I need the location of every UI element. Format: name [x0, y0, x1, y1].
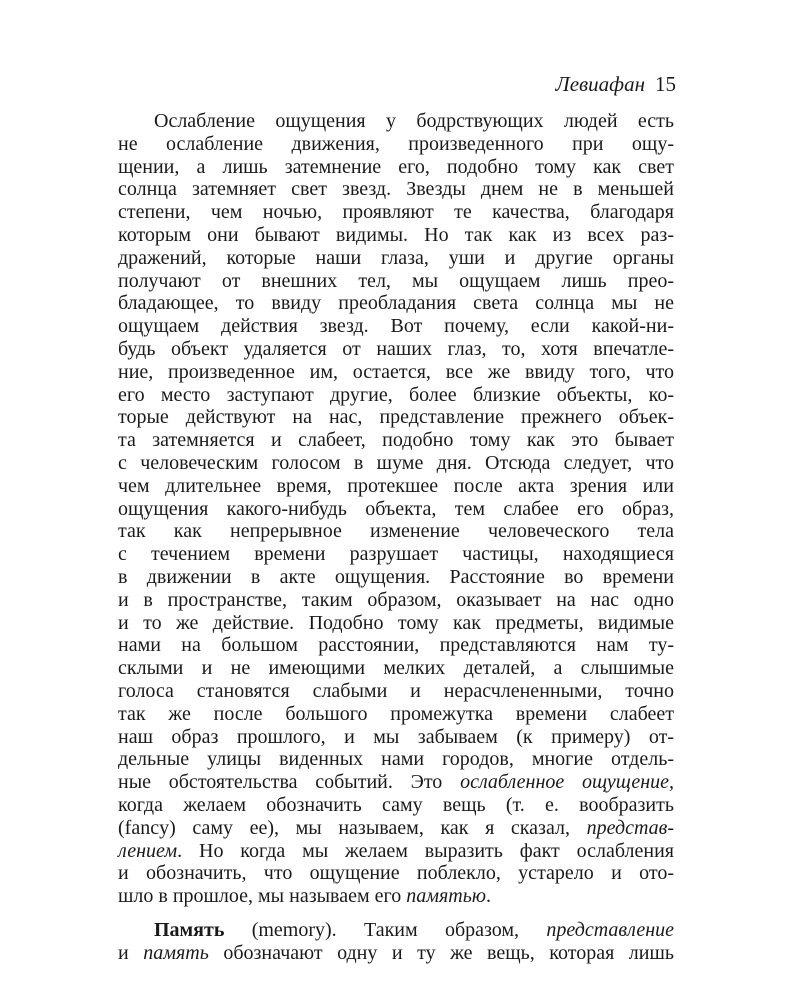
italic-term: лением [118, 839, 178, 862]
text-line: (fancy) саму ее), мы называем, как я сказал, представ- [118, 816, 674, 839]
text-line: нами на большом расстоянии, представляются нам ту- [118, 634, 674, 657]
text-line: ние, произведенное им, остается, все же ввиду того, что [118, 360, 674, 383]
text-line: и память обозначают одну и ту же вещь, которая лишь [118, 941, 674, 964]
italic-term: память [143, 941, 209, 964]
italic-term: представ- [586, 816, 674, 839]
text-line: наш образ прошлого, и мы забываем (к примеру) от- [118, 725, 674, 748]
text-line: не ослабление движения, произведенного при ощу- [118, 132, 674, 155]
running-title: Левиафан [555, 72, 645, 96]
text-line: и то же действие. Подобно тому как предметы, видимые [118, 611, 674, 634]
text-line: так как непрерывное изменение человеческого тела [118, 520, 674, 543]
text-line: ощущения какого-нибудь объекта, тем слабее его образ, [118, 497, 674, 520]
text-line: которым они бывают видимы. Но так как из всех раз- [118, 223, 674, 246]
text-line: в движении в акте ощущения. Расстояние во времени [118, 565, 674, 588]
text-line: с течением времени разрушает частицы, находящиеся [118, 543, 674, 566]
text-line: щении, а лишь затемнение его, подобно тому как свет [118, 155, 674, 178]
paragraph-1 [118, 110, 674, 771]
text-line: получают от внешних тел, мы ощущаем лишь прео- [118, 269, 674, 292]
text-line: бладающее, то ввиду преобладания света солнца мы не [118, 292, 674, 315]
italic-term: ослабленное ощущение, [460, 771, 675, 794]
text-line: солнца затемняет свет звезд. Звезды днем не в меньшей [118, 178, 674, 201]
text-line: и в пространстве, таким образом, оказывает на нас одно [118, 588, 674, 611]
bold-term: Память [154, 918, 225, 941]
text-line: дражений, которые наши глаза, уши и другие органы [118, 246, 674, 269]
text-line: его место заступают другие, более близкие объекты, ко- [118, 383, 674, 406]
text-line: и обозначить, что ощущение поблекло, устарело и ото- [118, 862, 674, 885]
text-line: дельные улицы виденных нами городов, многие отдель- [118, 748, 674, 771]
text-line: с человеческим голосом в шуме дня. Отсюда следует, что [118, 451, 674, 474]
body-text [118, 110, 674, 964]
text-line: склыми и не имеющими мелких деталей, а слышимые [118, 657, 674, 680]
text-line: шло в прошлое, мы называем его памятью. [118, 885, 491, 908]
italic-term: представление [546, 918, 674, 941]
paragraph-gap [118, 908, 674, 919]
text-line: чем длительнее время, протекшее после акта зрения или [118, 474, 674, 497]
text-line: степени, чем ночью, проявляют те качества, благодаря [118, 201, 674, 224]
text-line: будь объект удаляется от наших глаз, то, хотя впечатле- [118, 337, 674, 360]
text-line: голоса становятся слабыми и нерасчлененными, точно [118, 679, 674, 702]
text-line: когда желаем обозначить саму вещь (т. е. вообразить [118, 793, 674, 816]
page-number: 15 [655, 72, 676, 96]
text-line: Ослабление ощущения у бодрствующих людей есть [154, 110, 674, 132]
text-line: ощущаем действия звезд. Вот почему, если какой-ни- [118, 315, 674, 338]
text-line: лением. Но когда мы желаем выразить факт ослабления [118, 839, 674, 862]
text-line: так же после большого промежутка времени слабеет [118, 702, 674, 725]
text-line: Память (memory). Таким образом, представление [154, 918, 674, 941]
page-header [556, 71, 677, 97]
text-line: торые действуют на нас, представление прежнего объек- [118, 406, 674, 429]
italic-term: памятью [406, 885, 486, 908]
text-line: та затемняется и слабеет, подобно тому как это бывает [118, 429, 674, 452]
text-line: ные обстоятельства событий. Это ослабленное ощущение, [118, 771, 675, 794]
paragraph-2 [118, 919, 674, 965]
